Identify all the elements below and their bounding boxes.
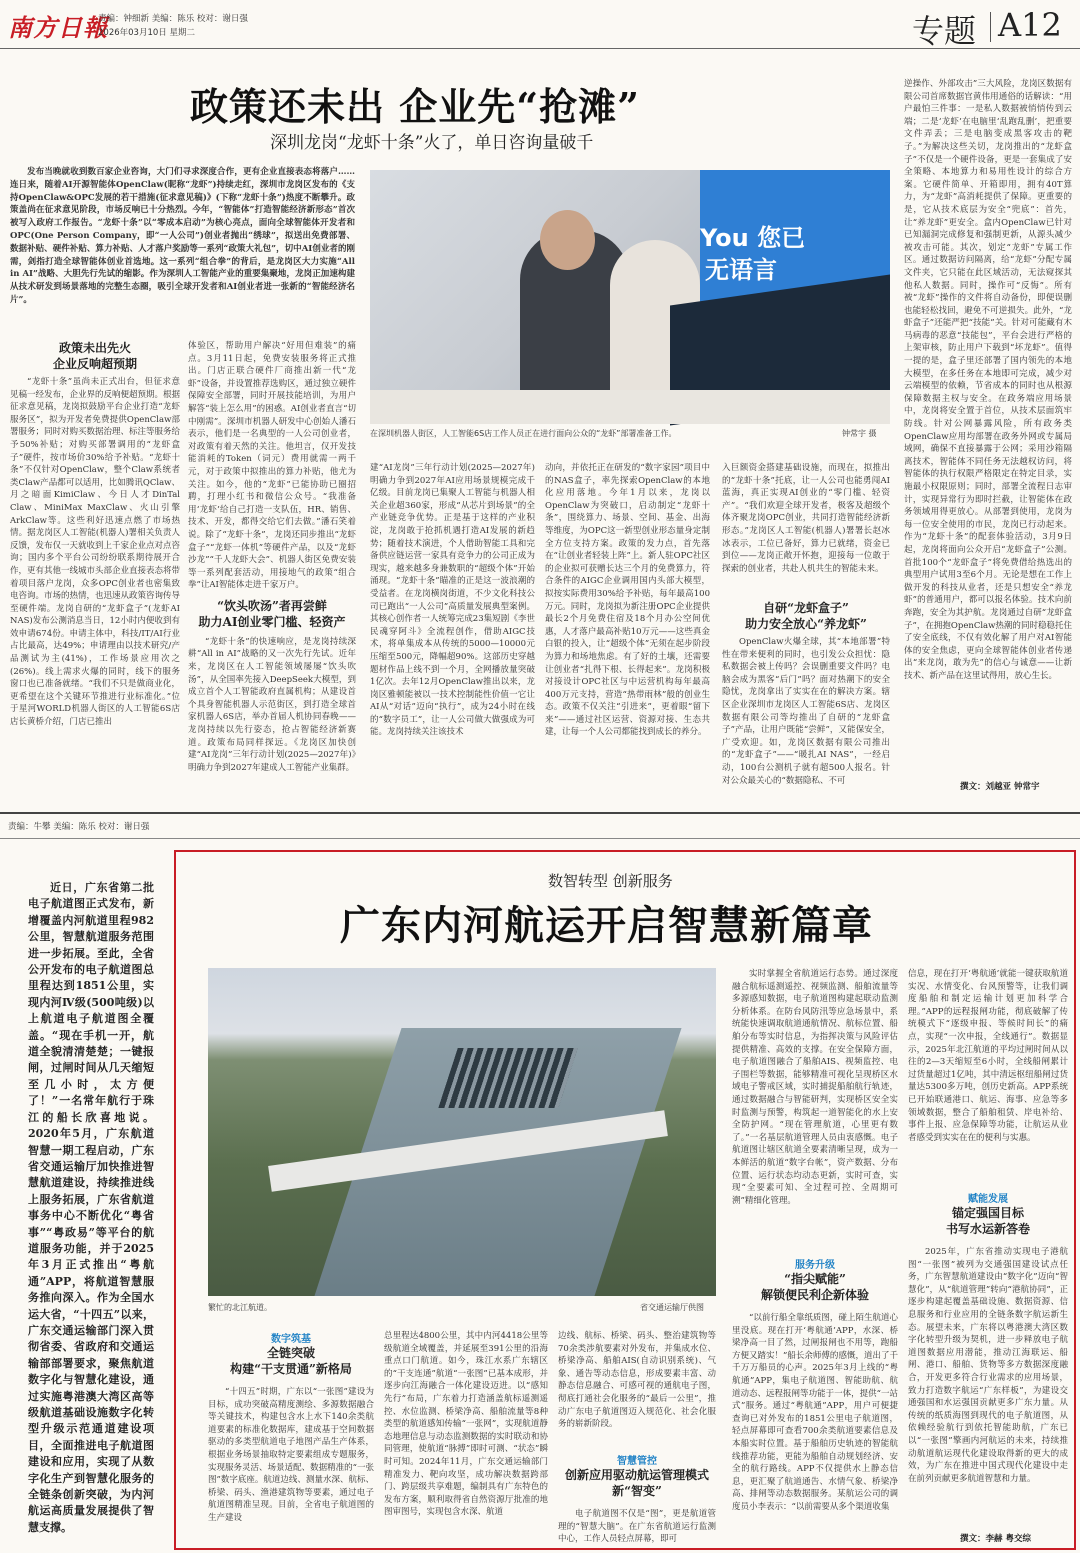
bottom-secD-heading (732, 1256, 898, 1303)
bottom-colE: 信息，现在打开‘粤航通’就能一键获取航道实况、水情变化、台风预警等，让我们调度船舶和制定运输计划更加科学合理。”APP的远程报闸功能，彻底破解了传统模式下“逐级申报、等候时间长”的痛点，实现“一次申报，全线通行”。数据显示，2025年北江航道的平均过闸时间从以往的2—3天缩短至6小时，全线船闸累计过货量超过1亿吨，其中清远枢纽船闸过货量达5300多万吨，创历史新高。APP系统已开始联通港口、航运、海事、应急等多领域数据，整合了船舶租赁、岸电补给、事件上报、应急保障等功能，让航运从业者感受到实实在在的便利与实惠。 (908, 969, 1068, 1143)
bottom-headline: 广东内河航运开启智慧新篇章 (340, 902, 873, 949)
bottom-colA: “十四五”时期，广东以“一张图”建设为目标，成功突破高精度测绘、多源数据融合等关键技术，构建包含水上水下140余类航道要素的标准化数据库，建成基于空间数据驱动的多类型航道电子地图产品生产体系，根据业务场景抽取特定要素组成专题服务，实现服务灵活、场景适配、数据精准的“一张图”数字底座。航道边线、测量水深、航标、桥梁、码头、渔港建筑物等要素，通过电子航道图精准呈现。目前，全省电子航道图的生产建设 (208, 1387, 374, 1523)
bottom-colC: 边线、航标、桥梁、码头、整治建筑物等70余类涉航要素对外发布，并集成水位、桥梁净高、船舶AIS(自动识别系统)、气象、通告等动态信息，形成要素丰富、动静态信息融合、可感可视的通航电子图，彻底打通社会化服务的“最后一公里”，推动广东电子航道图迈入规范化、社会化服务的崭新阶段。 (558, 1331, 716, 1430)
bottom-secF-heading (908, 1190, 1068, 1237)
top-sec3-title: 自研“龙虾盒子” 助力安全放心“养龙虾” (745, 601, 867, 631)
top-sec1-title: 政策未出先火 企业反响超预期 (52, 341, 137, 371)
section-name: 专题 (912, 12, 977, 50)
section-divider (990, 12, 991, 42)
bottom-credits-rule (0, 838, 1080, 839)
photo-desk (370, 390, 890, 424)
top-col2: 体验区，帮助用户解决“好用但难装”的痛点。3月11日起，免费安装服务将正式推出。门店正联合硬件厂商推出新一代“龙虾”设备，并设置推荐选购区，通过独立硬件保障安全部署，同时开展技能培训，为用户解答“装上怎么用”的困惑。AI创业者直言“切中刚需”。深圳市机器人研发中心创始人潘石表示，他们是一名典型的一人公司创业者，对政策有着天然的关注。他坦言，仅开发技能消耗的Token（词元）费用就需一两千元，对于政策中拟推出的算力补贴，他尤为关注。如今，他的“龙虾”已能协助已圈招聘，打理小红书和微信公众号。“我准备用‘龙虾’给自己打造一支队伍，HR、销售、技术、开发，都得交给它们去做。”潘石笑着说。除了“龙虾十条”，龙岗还同步推出“龙虾盒子”“龙虾一体机”等硬件产品，以及“龙虾沙龙”“千人龙虾大会”、机器人街区免费安装等一系列配套活动，用接地气的政策“组合拳”让AI智能体走进千家万户。 “饮头吹汤”者再尝鲜 助力AI创业零门槛、轻资产 “龙虾十条”的快速响应，是龙岗持续深耕“All in AI”战略的又一次先行先试。近年来，龙岗区在人工智能领域屡屡“饮头吹汤”，从全国率先接入DeepSeek大模型，到成立首个人工智能政府直属机构；从建设首个具身智能机器人示范街区，到打造全球首家机器人6S店，举办首届人机协同春晚——龙岗持续以先行姿态，抢占智能经济新赛道。政策布局同样探远。《龙岗区加快创建“AI龙岗”三年行动计划(2025—2027年)》明确力争到2027年建成人工智能产业集群。 (188, 341, 356, 773)
bottom-kicker: 数智转型 创新服务 (548, 872, 673, 890)
bottom-secA-kicker: 数字筑基 (271, 1334, 311, 1345)
bottom-secC-kicker: 智慧管控 (617, 1456, 657, 1467)
newspaper-logo: 南方日報 (8, 13, 108, 42)
bottom-photo-credit: 省交通运输厅供图 (640, 1303, 704, 1312)
bottom-colC2: 电子航道图不仅是“图”，更是航道管理的“智慧大脑”。在广东省航道运行监测中心，工作人员轻点屏幕，即可 (558, 1509, 716, 1545)
bottom-credits: 责编：牛攀 美编：陈乐 校对：谢日强 (8, 822, 150, 832)
bottom-colB: 总里程达4800公里，其中内河4418公里等级航道全域覆盖，并延展至391公里的沿海重点口门航道。如今，珠江水系广东辖区的“干支连通”航道“一张图”已基本成形，并逐步向江海融合一体化建设迈进。以“感知先行”布局，广东着力打造涵盖航标遥测遥控、水位监测、桥梁净高、船舶流量等8种类型的航道感知传输“一张网”，实现航道静态地理信息与动态监测数据的实时联动和协同管理，使航道“脉搏”即时可测、“状态”瞬时可知。2024年11月，广东交通运输部门精准发力、靶向攻坚，成功解决数据跨部门、跨层级共享难题，编制具有广东特色的发布方案，顺利取得省自然资源厅批准的地图审图号，实现包含水深、航道 (384, 1331, 548, 1518)
bottom-secC-title: 创新应用驱动航运管理模式新“智变” (564, 1468, 709, 1498)
top-byline: 撰文：刘越亚 钟常宇 (960, 782, 1040, 792)
bottom-secF-title: 锚定强国目标 书写水运新答卷 (945, 1206, 1030, 1236)
bottom-photo-caption: 繁忙的北江航道。 (208, 1303, 272, 1312)
top-col5b: OpenClaw火爆全球，其“本地部署”特性在带来便利的同时，也引发公众担忧：隐私数据会被上传吗？会误删重要文件吗？电脑会成为黑客“后门”吗？面对热潮下的安全隐忧，龙岗拿出了实实在在的解决方案。辖区企业深圳市龙岗区人工智能6S店、龙岗区数据有限公司等均推出了自研的“龙虾盒子”产品，让用户既能“尝鲜”，又能保安全，广受欢迎。如，龙岗区数据有限公司推出的“龙虾盒子”——“暖扎AI NAS”，一经启动，100台公测机子就有超500人报名。针对公众最关心的“数据隐私、不可 (722, 637, 890, 786)
top-col1: “龙虾十条”虽尚未正式出台，但征求意见稿一经发布，企业界的反响便超预期。根据征求意见稿，龙岗拟鼓励平台企业打造“龙虾服务区”，拟为开发者免费提供OpenClaw部署服务；同时对购买数据治理、标注等服务给予50%补贴；对购买部署调用的“龙虾盒子”硬件，按市场价30%给予补贴。“龙虾十条”不仅针对OpenClaw，整个Claw系统者类Claw产品都可以适用，比如腾讯QClaw、月之暗面KimiClaw、今日人才DinTal Claw、MiniMax MaxClaw、火山引擎ArkClaw等。这些利好迅速点燃了市场热情。据龙岗区人工智能(机器人)署相关负责人反馈，发布仅一天就收到上千家企业点对点咨询；国内多个平台公司纷纷联系期待展开合作，更有其他一线城市头部企业直接表态将带着项目落户龙岗，众多OPC创业者也密集致电咨询。市场的热情，也迅速从政策咨询传导至硬件端。龙岗自研的“龙虾盒子”(龙虾AI NAS)发布公测消息当日，12小时内便收到有效申请674份。申请主体中，科技/IT/AI行业占比最高，达49%；申请理由以技术研究/产品测试为主(41%)，工作场景应用次之(26%)。线上需求火爆的同时，线下的服务窗口也已准备就绪。“我们不只是做商业化，更希望在这个关键环节推进行业标准化。”位于星河WORLD机器人街区的人工智能6S店店长黄桥介绍，门店已推出 (10, 377, 181, 728)
bottom-secC-heading (558, 1452, 716, 1499)
masthead-rule (0, 48, 1080, 49)
bottom-secF-kicker: 赋能发展 (968, 1194, 1008, 1205)
bottom-colD: 实时掌握全省航道运行态势。通过深度融合航标遥测遥控、视频监测、船舶流量等多源感知数据，电子航道图构建起联动监测分析体系。在防台风防汛等应急场景中，系统能快速调取航道通航情况、航标位置、船舶分布等实时信息，为指挥决策与风险评估提供精准、高效的支撑。在安全保障方面，电子航道图融合了船舶AIS、视频监控、电子围栏等数据，能够精准可视化呈现桥区水域电子警戒区域，实时捕捉船舶航行轨迹，通过数据融合与智能研判，实现桥区安全实时监测与预警，构筑起一道智能化的水上安全防护网。“现在管理航道，心里更有数了。”一名基层航道管理人员由衷感慨。电子航道图让辖区航道全要素清晰呈现，成为一本鲜活的航道“数字台帐”，资产数据、分布位置、运行状态均动态更新，实时可查，实现“全要素可知、全过程可控、全周期可溯”精细化管理。 (732, 969, 898, 1206)
photo-person-head (540, 210, 595, 270)
bottom-secA-heading (208, 1330, 374, 1377)
top-col5: 入巨额资金搭建基础设施，而现在，拟推出的“龙虾十条”托底，让一人公司也能勇闯AI蓝海，真正实现AI创业的“零门槛、轻资产”。“我们欢迎全球开发者，极客及超级个体齐聚龙岗OPC创业，共同打造智能经济新形态。”龙岗区人工智能(机器人)署署长赵冰冰表示，工位已备好，算力已就绪，资金已到位——龙岗正敞开怀抱，迎接每一位敢于探索的创业者，共赴人机共生的智能未来。 (722, 463, 890, 574)
top-col6: 逆操作、外部攻击”三大风险，龙岗区数据有限公司首席数据官黄伟用通俗的话解读：“用户最怕三件事：一是私人数据被悄悄传到云端；二是‘龙虾’在电脑里‘乱跑乱删’，把重要文件弄丢；三是电脑变成黑客攻击的靶子。”为解决这些关切，龙岗推出的“龙虾盒子”不仅是一个硬件设备，更是一套集成了安全策略、本地算力和易用性设计的综合方案。它硬件简单、开箱即用，拥有40T算力，为“龙虾”高消耗提供了保障。更重要的是，它从技术底层为安全“兜底”：首先，让“养龙虾”更安全。盒内OpenClaw已针对已知漏洞完成修复和强制更新，从源头减少被攻击可能。其次，划定“龙虾”专属工作区。通过数据访问隔离，给“龙虾”分配专属文件夹，它只能在此区域活动，无法窥探其他私人数据。同时，操作可“反悔”。所有被“龙虾”操作的文件将自动备份，即便误删也能轻松找回，避免不可逆损失。此外，“龙虾盒子”还能严把“技能”关。针对可能藏有木马病毒的恶意“技能包”，平台会进行严格的上架审核，防止用户下载到“坏龙虾”。值得一提的是，盒子里还部署了国内领先的本地大模型，在多任务在本地即可完成，减少对云端模型的依赖，节省成本的同时也从根源保障数据主权与安全。在政务端应用场景中，龙岗将安全置于首位，从技术层面筑牢防线。针对公网暴露风险，所有政务类OpenClaw应用均部署在政务外网或专属局域网，确保不直接暴露于公网；采用沙箱隔离技术，智能体不同任务无法越权访问，将智能体的执行权限严格限定在特定目录，实施最小权限原则；同时，部署全流程日志审计，实现异常行为即时拦截，让智能体在政务领域用得更放心。从部署到使用，龙岗为每一位安全使用的市民，龙岗已行动起来。作为“龙虾十条”的配套体验活动，3月9日起，龙岗将面向公众开启“龙虾盒子”公测。首批100个“龙虾盒子”将免费借给热选出的典型用户试用3至6个月。无论是想在工作上做开发的科技从业者，还是只想安全“养龙虾”的普通用户，都可以报名体验。技术向前奔跑，安全为其护航。龙岗通过自研“龙虾盒子”，在拥抱OpenClaw热潮的同时稳稳托住了安全底线，不仅有效化解了用户对AI智能体的安全焦虑，更向全球智能体创业者传递出“来龙岗，敢为先”的信心与诚意——让新技术、新产品在这里试得用，放心生长。 (904, 79, 1072, 681)
bottom-secA-title: 全链突破 构建“干支贯通”新格局 (230, 1346, 352, 1376)
bottom-left-col: 近日，广东省第二批电子航道图正式发布，新增覆盖内河航道里程982公里，智慧航道服务范围进一步拓展。至此，全省公开发布的电子航道图总里程达到1851公里，实现内河Ⅳ级(500吨级)以上航道电子航道图全覆盖。“现在手机一开，航道全貌清清楚楚；一键报闸，过闸时间从几天缩短至几小时，太方便了！”一名常年航行于珠江的船长欣喜地说。2020年5月，广东航道智慧一期工程启动，广东省交通运输厅加快推进智慧航道建设，持续推进线上服务拓展，广东省航道事务中心不断优化“粤省事”“粤政易”等平台的航道服务功能，并于2025年3月正式推出“粤航通”APP，将航道智慧服务推向深入。作为全国水运大省，“十四五”以来，广东交通运输部门深入贯彻省委、省政府和交通运输部部署要求，聚焦航道数字化与智慧化建设，通过实施粤港澳大湾区高等级航道基础设施数字化转型升级示范通道建设项目，全面推进电子航道图建设和应用，实现了从数字化生产到智慧化服务的全链条创新突破，为内河航运高质量发展提供了智慧支撑。 (28, 881, 154, 1534)
bottom-secD-kicker: 服务升级 (795, 1260, 835, 1271)
masthead-date: 2026年03月10日 星期二 (98, 28, 195, 38)
top-col4: 动向，并依托正在研发的“数字家园”项目中的NAS盒子，率先探索OpenClaw的本地化应用落地。今年1月以来，龙岗以OpenClaw为突破口，启动制定“龙虾十条”，围绕算力、场景、空间、基金、出海等维度，为OPC这一新型创业形态量身定制全方位支持方案。政策的发力点，首先落在“让创业者轻装上阵”上。新人驻OPC社区的企业拟可获赠长达三个月的免费算力，符合条件的AIGC企业调用国内头部大模型，拟按实际费用30%给予补贴，每年最高100万元。同时，龙岗拟为新注册OPC企业提供最长2个月免费住宿及18个月办公空间优惠，人才落户最高补贴10万元——这些真金白银的投入，让“超级个体”无须在起步阶段为算力和场地焦虑。有了好的土壤，还需要让创业者“扎得下根、长得起来”。龙岗积极对接设计OPC社区与中运营机构每年最高400万元支持，营造“热带雨林”般的创业生态。政策不仅关注“引进来”，更着眼“留下来”——通过社区运营、资源对接、生态共建，让每一个人公司都能找到成长的养分。 (545, 463, 710, 738)
bottom-colF: 2025年，广东省推动实现电子港航图“一张图”被列为交通强国建设试点任务，广东智慧航道建设由“数字化”迈向“智慧化”，从“航道管理”转向“港航协同”，正逐步构建起覆盖基础设施、数据资源、信息服务和行业应用的全链条数字航运新生态。展望未来，广东将以粤港澳大湾区数字化转型升级为契机，进一步释放电子航道图数据应用潜能，推动江海联运、船闸、港口、船舶、货物等多方数据深度融合，开发更多符合行业需求的应用场景，致力打造数字航运“广东样板”，为建设交通强国和水运强国贡献更多广东力量。从传统的纸质海图到现代的电子航道图，从依赖经验航行到依托智能助航，广东已以“一张图”擎画内河航运的未来，持续推动航道航运现代化建设取得新的更大的成效，为广东在推进中国式现代化建设中走在前列贡献更多航道智慧和力量。 (908, 1247, 1068, 1484)
top-sec2-title-inline: “饮头吹汤”者再尝鲜 助力AI创业零门槛、轻资产 (198, 598, 346, 629)
bottom-colD2: “以前行船全靠纸质图，碰上陌生航道心里没底。现在打开‘粤航通’APP，水深、桥梁净高一目了然，过闸报闸也不用等，跑船方便又踏实！”船长余师傅的感慨，道出了千千万万船员的心声。2025年3月上线的“粤航通”APP，集电子航道图、智能助航、航道动态、远程报闸等功能于一体，提供“一站式”服务。通过“粤航通”APP，用户可便捷查询已对外发布的1851公里电子航道图，轻点屏幕即可查看700余类航道要素信息及本船实时位置。基于船舶历史轨迹的智能航线推荐功能，更能为船舶自动规划经济、安全的航行路线。APP不仅提供水上静态信息，更汇聚了航道通告、水情气象、桥梁净高、排闸等动态数据服务。某航运公司的调度员小李表示：“以前需要从多个渠道收集 (732, 1313, 898, 1512)
masthead-credits: 责编：钟细新 美编：陈乐 校对：谢日强 (98, 14, 248, 24)
photo-ships (438, 1048, 577, 1108)
top-col3: 建“AI龙岗”三年行动计划(2025—2027年)明确力争到2027年AI应用场景规模完成千亿级。目前龙岗已集聚人工智能与机器人相关企业超360家，形成“从芯片到场景”的全产业链竞争优势。正是基于这样的产业积淀，龙岗敢于抢抓机遇打造AI发展的新趋势；随着技术演进，个人借助智能工具和完备供应链运营一家具有竞争力的公司正成为现实，越来越多身兼数职的“超级个体”开始涌现。“龙虾十条”瞄准的正是这一波浪潮的受益者。在龙岗横岗街道，不少文化科技公司已跑出“一人公司”高质量发展典型案例。其核心创作者一人统筹完成23集短剧《李世民魂穿阿斗》全流程创作，借助AIGC技术，将单集成本从传统的5000—10000元压缩至500元，降幅超90%。这部历史穿越题材作品上线不到一个月，全网播放量突破1亿次。去年12月OpenClaw推出以来，龙岗区雅顿能被以一技术控制能性价值一它让AI从“对话”迈向“执行”，成为24小时在线的“数字员工”，让一人公司做大做强成为可能。龙岗持续关注该技术 (370, 463, 535, 738)
bottom-byline: 撰文：李赫 粤交综 (960, 1534, 1031, 1544)
top-lede: 发布当晚就收到数百家企业咨询，大门们寻求深度合作，更有企业直接表态将落户……连日来，随着AI开源智能体OpenClaw(昵称“龙虾”)持续走红，深圳市龙岗区发布的《支持OpenClaw&OPC发展的若干措施(征求意见稿)》(下称“龙虾十条”)热度不断攀升。政策盖尚在征求意见阶段，市场反响已十分热烈。今年，“智能体”打造智能经济新形态”首次被写入政府工作报告。“龙虾十条”以“零成本启动”为核心亮点，面向全球智能体开发者和OPC(One Person Company，即“一人公司”)创业者抛出“绣球”，拟送出免费部署、数据补贴、硬件补贴、算力补贴、人才落户奖励等一系列“政策大礼包”，切中AI创业者的刚需，剑指打造全球智能体创业首选地。这一系列“组合拳”的背后，是龙岗区大力实施“All in AI”战略、大胆先行先试的缩影。作为深圳人工智能产业的重要集聚地，龙岗正加速构建从技术研发到场景落地的完整生态圈，吸引全球开发者和AI创业者进一张新的“智能经济名片”。 (10, 167, 355, 305)
page-separator (0, 812, 1080, 814)
top-photo-credit: 钟常宇 摄 (842, 429, 877, 438)
top-subhead: 深圳龙岗“龙虾十条”火了，单日咨询量破千 (270, 133, 594, 153)
photo-wall-sign-2: 无语言 (705, 256, 777, 284)
top-sec2-text: “龙虾十条”的快速响应，是龙岗持续深耕“All in AI”战略的又一次先行先试。近年来，龙岗区在人工智能领域屡屡“饮头吹汤”，从全国率先接入DeepSeek大模型，到成立首个人工智能政府直属机构；从建设首个具身智能机器人示范街区，到打造全球首家机器人6S店，举办首届人机协同春晚——龙岗持续以先行姿态，抢占智能经济新赛道。政策布局同样探远。《龙岗区加快创建“AI龙岗”三年行动计划(2025—2027年)》明确力争到2027年建成人工智能产业集群。 (188, 636, 356, 773)
top-headline: 政策还未出 企业先“抢滩” (190, 84, 640, 129)
page-number: A12 (998, 6, 1062, 44)
top-photo-caption: 在深圳机器人街区，人工智能6S店工作人员正在进行面向公众的“龙虾”部署准备工作。 (370, 429, 677, 438)
masthead (0, 0, 1080, 52)
top-photo (370, 170, 890, 424)
bottom-photo (208, 968, 716, 1296)
photo-wall-sign: You 您已 (700, 224, 806, 252)
bottom-secD-title: “指尖赋能” 解锁便民利企新体验 (760, 1272, 869, 1302)
